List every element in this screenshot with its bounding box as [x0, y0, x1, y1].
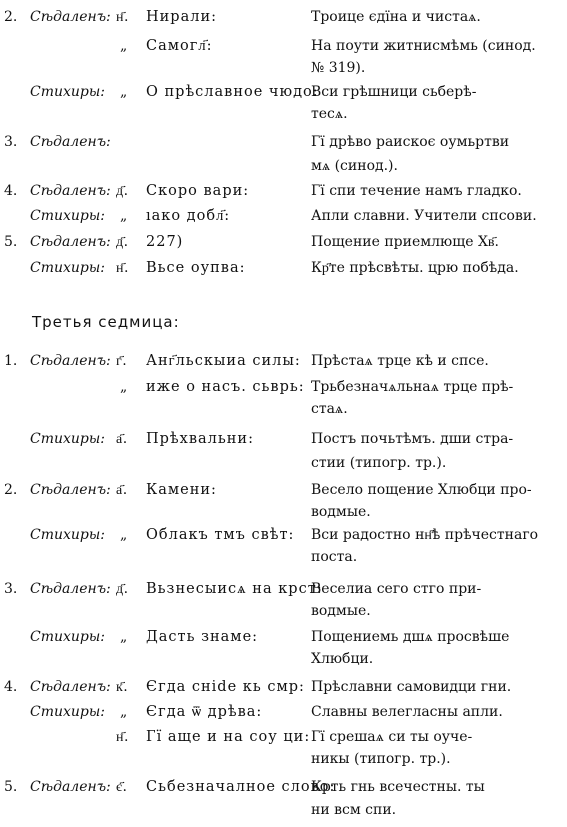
hymn-text: № 319).	[311, 60, 366, 76]
entry-label: Сѣдаленъ:	[30, 679, 111, 695]
entry-line	[0, 81, 567, 103]
entry-line	[0, 600, 567, 622]
incipit: 227)	[146, 234, 184, 250]
tone-mark: а҃.	[116, 482, 128, 498]
incipit: Самогл҃:	[146, 38, 213, 54]
hymn-text: мѧ (синод.).	[311, 158, 398, 174]
tone-mark: н҃.	[116, 729, 129, 745]
hymn-text: Весело пощение Хлюбци про-	[311, 482, 532, 498]
tone-mark: „	[120, 208, 128, 224]
hymn-text: Вси радостно нн҃ѣ прѣчестнаго	[311, 527, 539, 543]
entry-number: 5.	[4, 779, 18, 795]
entry-line	[0, 626, 567, 648]
entry-label: Сѣдаленъ:	[30, 779, 111, 795]
incipit: Дасть знаме:	[146, 629, 259, 645]
hymn-text: Веселиа сего стго при-	[311, 581, 482, 597]
hymn-text: Трьбезначѧльнаѧ трце прѣ-	[311, 379, 514, 395]
hymn-text: водмые.	[311, 504, 371, 520]
entry-number: 1.	[4, 353, 18, 369]
entry-line	[0, 452, 567, 474]
entry-number: 2.	[4, 9, 18, 25]
entry-label: Сѣдаленъ:	[30, 234, 111, 250]
hymn-text: поста.	[311, 549, 358, 565]
tone-mark: а҃.	[116, 431, 128, 447]
tone-mark: д҃.	[116, 234, 129, 250]
hymn-text: Постъ почьтѣмъ. дши стра-	[311, 431, 514, 447]
entry-number: 3.	[4, 581, 18, 597]
hymn-text: Гї срешаѧ си ты оуче-	[311, 729, 473, 745]
entry-label: Стихиры:	[30, 208, 105, 224]
tone-mark: „	[120, 84, 128, 100]
incipit: Камени:	[146, 482, 217, 498]
tone-mark: н҃.	[116, 9, 129, 25]
incipit: Нирали:	[146, 9, 217, 25]
hymn-text: Прѣславни самовидци гни.	[311, 679, 512, 695]
entry-line	[0, 748, 567, 770]
hymn-text: Хлюбци.	[311, 651, 374, 667]
incipit: Вьзнесыисѧ на крст:	[146, 581, 323, 597]
entry-line	[0, 578, 567, 600]
hymn-text: Прѣстаѧ трце кѣ и спсе.	[311, 353, 489, 369]
entry-line	[0, 479, 567, 501]
entry-number: 2.	[4, 482, 18, 498]
entry-line	[0, 428, 567, 450]
incipit: Вьсе оупва:	[146, 260, 246, 276]
hymn-text: стаѧ.	[311, 401, 348, 417]
tone-mark: „	[120, 38, 128, 54]
tone-mark: д҃.	[116, 581, 129, 597]
hymn-text: Пощениемь дшѧ просвѣше	[311, 629, 510, 645]
tone-mark: „	[120, 704, 128, 720]
hymn-text: Пощение приемлюще Хв҃.	[311, 234, 499, 250]
entry-label: Стихиры:	[30, 84, 105, 100]
entry-line	[0, 35, 567, 57]
entry-number: 5.	[4, 234, 18, 250]
entry-line	[0, 501, 567, 523]
entry-label: Сѣдаленъ:	[30, 482, 111, 498]
section-heading: Третья седмица:	[32, 313, 180, 331]
hymn-text: Гї спи течение намъ гладко.	[311, 183, 522, 199]
hymn-text: Крть гнь всечестны. ты	[311, 779, 485, 795]
hymn-text: никы (типогр. тр.).	[311, 751, 451, 767]
tone-mark: н҃.	[116, 260, 129, 276]
incipit: Сьбезначалное слово:	[146, 779, 336, 795]
entry-line	[0, 6, 567, 28]
entry-line	[0, 205, 567, 227]
incipit: Єгда ѿ дрѣва:	[146, 704, 263, 720]
entry-line	[0, 231, 567, 253]
entry-line	[0, 776, 567, 798]
hymn-text: Кр҃те прѣсвѣты. црю побѣда.	[311, 260, 519, 276]
entry-line	[0, 57, 567, 79]
entry-line	[0, 376, 567, 398]
entry-number: 3.	[4, 134, 18, 150]
entry-number: 4.	[4, 183, 18, 199]
incipit: Скоро вари:	[146, 183, 250, 199]
hymn-text: Славны велегласны апли.	[311, 704, 503, 720]
entry-line	[0, 546, 567, 568]
incipit: ıако добл҃:	[146, 208, 231, 224]
entry-line	[0, 257, 567, 279]
entry-line	[0, 180, 567, 202]
entry-number: 4.	[4, 679, 18, 695]
entry-label: Стихиры:	[30, 527, 105, 543]
entry-line	[0, 726, 567, 748]
entry-line	[0, 398, 567, 420]
hymn-text: тесѧ.	[311, 106, 348, 122]
tone-mark: „	[120, 527, 128, 543]
entry-line	[0, 103, 567, 125]
tone-mark: „	[120, 629, 128, 645]
incipit: Анг҃льскыиа силы:	[146, 353, 301, 369]
hymn-text: ни всм спи.	[311, 802, 397, 818]
entry-line	[0, 676, 567, 698]
entry-line	[0, 131, 567, 153]
incipit: Гї аще и на соу ци:	[146, 729, 311, 745]
incipit: Облакъ тмъ свѣт:	[146, 527, 295, 543]
entry-label: Стихиры:	[30, 704, 105, 720]
entry-label: Сѣдаленъ:	[30, 183, 111, 199]
tone-mark: є҃.	[116, 779, 128, 795]
entry-line	[0, 648, 567, 670]
entry-label: Сѣдаленъ:	[30, 581, 111, 597]
tone-mark: г҃.	[116, 353, 128, 369]
entry-label: Стихиры:	[30, 260, 105, 276]
entry-label: Сѣдаленъ:	[30, 9, 111, 25]
incipit: Єгда снide кь смр:	[146, 679, 305, 695]
entry-line	[0, 524, 567, 546]
entry-label: Стихиры:	[30, 629, 105, 645]
hymn-text: На поути житнисмѣмь (синод.	[311, 38, 536, 54]
hymn-text: стии (типогр. тр.).	[311, 455, 447, 471]
incipit: иже о насъ. сьврь:	[146, 379, 305, 395]
entry-line	[0, 350, 567, 372]
entry-line	[0, 799, 567, 821]
entry-line	[0, 155, 567, 177]
tone-mark: „	[120, 379, 128, 395]
incipit: Прѣхвальни:	[146, 431, 254, 447]
entry-line	[0, 701, 567, 723]
hymn-text: Апли славни. Учители спсови.	[311, 208, 537, 224]
hymn-text: водмые.	[311, 603, 371, 619]
hymn-text: Троице єдїна и чистаѧ.	[311, 9, 481, 25]
entry-label: Сѣдаленъ:	[30, 134, 111, 150]
entry-label: Сѣдаленъ:	[30, 353, 111, 369]
tone-mark: д҃.	[116, 183, 129, 199]
tone-mark: к҃.	[116, 679, 129, 695]
incipit: О прѣславное чюдо:	[146, 84, 319, 100]
hymn-text: Вси грѣшници сьберѣ-	[311, 84, 477, 100]
entry-label: Стихиры:	[30, 431, 105, 447]
hymn-text: Гї дрѣво раискоє оумьртви	[311, 134, 510, 150]
